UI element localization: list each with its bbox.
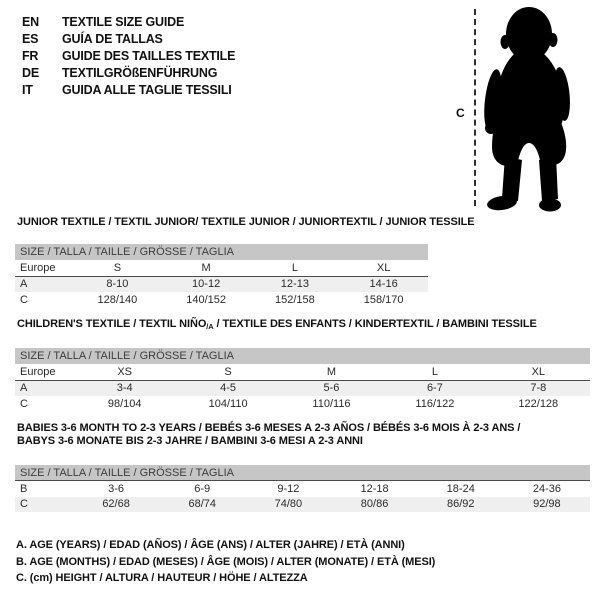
table-row-height [15,396,590,412]
babies-textile-section [15,422,590,512]
table-row-age [15,277,428,293]
age-cell: 6-7 [426,382,443,395]
age-cell: 14-16 [369,278,398,291]
table-row-age [15,381,590,397]
row-label: A [20,382,28,395]
language-code: IT [22,82,33,97]
table-row-age-months [15,481,590,497]
row-label: C [20,397,28,410]
toddler-silhouette-icon [484,4,576,212]
size-cell: XS [117,365,133,378]
height-cell: 104/110 [208,397,248,410]
height-cell: 98/104 [107,397,142,410]
age-cell: 7-8 [530,382,547,395]
guide-title-de: TEXTILGRÖßENFÜHRUNG [62,65,218,80]
row-label: C [20,293,28,306]
childrens-textile-section [15,318,590,412]
age-cell: 18-24 [446,482,475,495]
size-cell: L [291,261,298,274]
height-cell: 86/92 [446,498,475,511]
size-cell: S [113,261,122,274]
height-cell: 128/140 [97,293,138,306]
size-cell: M [326,365,337,378]
size-cell: L [431,365,438,378]
babies-title-line1: BABIES 3-6 MONTH TO 2-3 YEARS / BEBÉS 3-6 MESES A 2-3 AÑOS / BÉBÉS 3-6 MOIS À 2-3 ANS / [17,422,521,434]
legend-notes [16,537,435,587]
age-cell: 6-9 [194,482,211,495]
language-row-it [22,81,235,98]
age-cell: 4-5 [220,382,237,395]
age-cell: 8-10 [106,278,129,291]
height-cell: 62/68 [102,498,130,511]
table-row-europe [15,260,428,277]
size-cell: S [224,365,232,378]
table-row-height [15,292,428,308]
age-cell: 3-6 [108,482,125,495]
table-row-europe [15,364,590,381]
language-code: DE [22,65,39,80]
age-cell: 3-4 [116,382,133,395]
height-cell: 116/122 [415,397,455,410]
junior-textile-title: JUNIOR TEXTILE / TEXTIL JUNIOR/ TEXTILE JUNIOR / JUNIORTEXTIL / JUNIOR TESSILE [17,216,475,228]
babies-title-line2: BABYS 3-6 MONATE BIS 2-3 JAHRE / BAMBINI 3-6 MESI A 2-3 ANNI [17,435,363,447]
row-label: A [20,278,28,291]
note-age-years: A. AGE (YEARS) / EDAD (AÑOS) / ÂGE (ANS) / ALTER (JAHRE) / ETÀ (ANNI) [16,539,405,551]
guide-title-it: GUIDA ALLE TAGLIE TESSILI [62,82,232,97]
guide-title-es: GUÍA DE TALLAS [62,31,163,46]
age-cell: 9-12 [277,482,300,495]
language-code: FR [22,48,39,63]
height-cell: 122/128 [518,397,559,410]
height-measure-dashed-line [474,9,476,206]
note-age-months: B. AGE (MONTHS) / EDAD (MESES) / ÂGE (MOIS) / ALTER (MONATE) / ETÀ (MESI) [16,555,436,568]
row-label: Europe [20,365,56,378]
height-cell: 152/158 [274,293,315,306]
language-row-de [22,64,235,81]
size-header-bar: SIZE / TALLA / TAILLE / GRÖSSE / TAGLIA [15,465,590,481]
title-part: CHILDREN'S TEXTILE / TEXTIL NIÑO [17,318,207,330]
row-label: C [20,498,28,511]
height-cell: 158/170 [363,293,404,306]
language-code: ES [22,31,39,46]
size-cell: XL [376,261,391,274]
row-label: Europe [20,261,56,274]
babies-title [15,422,590,448]
size-cell: M [201,261,211,274]
guide-title-fr: GUIDE DES TAILLES TEXTILE [62,48,236,63]
note-height-cm: C. (cm) HEIGHT / ALTURA / HAUTEUR / HÖHE / ALTEZZA [16,572,308,584]
height-cell: 80/86 [360,498,389,511]
age-cell: 24-36 [532,482,561,495]
language-code: EN [22,14,39,29]
junior-textile-section [15,216,475,308]
row-label: B [20,482,28,495]
height-cell: 92/98 [533,498,561,511]
height-cell: 74/80 [274,498,303,511]
size-header-bar: SIZE / TALLA / TAILLE / GRÖSSE / TAGLIA [15,244,428,260]
height-cell: 110/116 [312,397,351,410]
age-cell: 5-6 [323,382,340,395]
guide-title-en: TEXTILE SIZE GUIDE [62,14,185,29]
title-subscript: /A [206,322,214,331]
age-cell: 12-18 [360,482,389,495]
language-row-fr [22,47,235,64]
age-cell: 12-13 [280,278,309,291]
height-cell: 140/152 [186,293,226,306]
language-header [22,13,235,98]
childrens-textile-title [17,318,590,333]
size-header-bar: SIZE / TALLA / TAILLE / GRÖSSE / TAGLIA [15,348,590,364]
height-cell: 68/74 [188,498,216,511]
language-row-en [22,13,235,30]
height-measure-label: C [456,106,465,120]
title-part: / TEXTILE DES ENFANTS / KINDERTEXTIL / BAMBINI TESSILE [213,318,537,330]
age-cell: 10-12 [192,278,221,291]
table-row-height [15,497,590,513]
language-row-es [22,30,235,47]
size-cell: XL [531,365,546,378]
